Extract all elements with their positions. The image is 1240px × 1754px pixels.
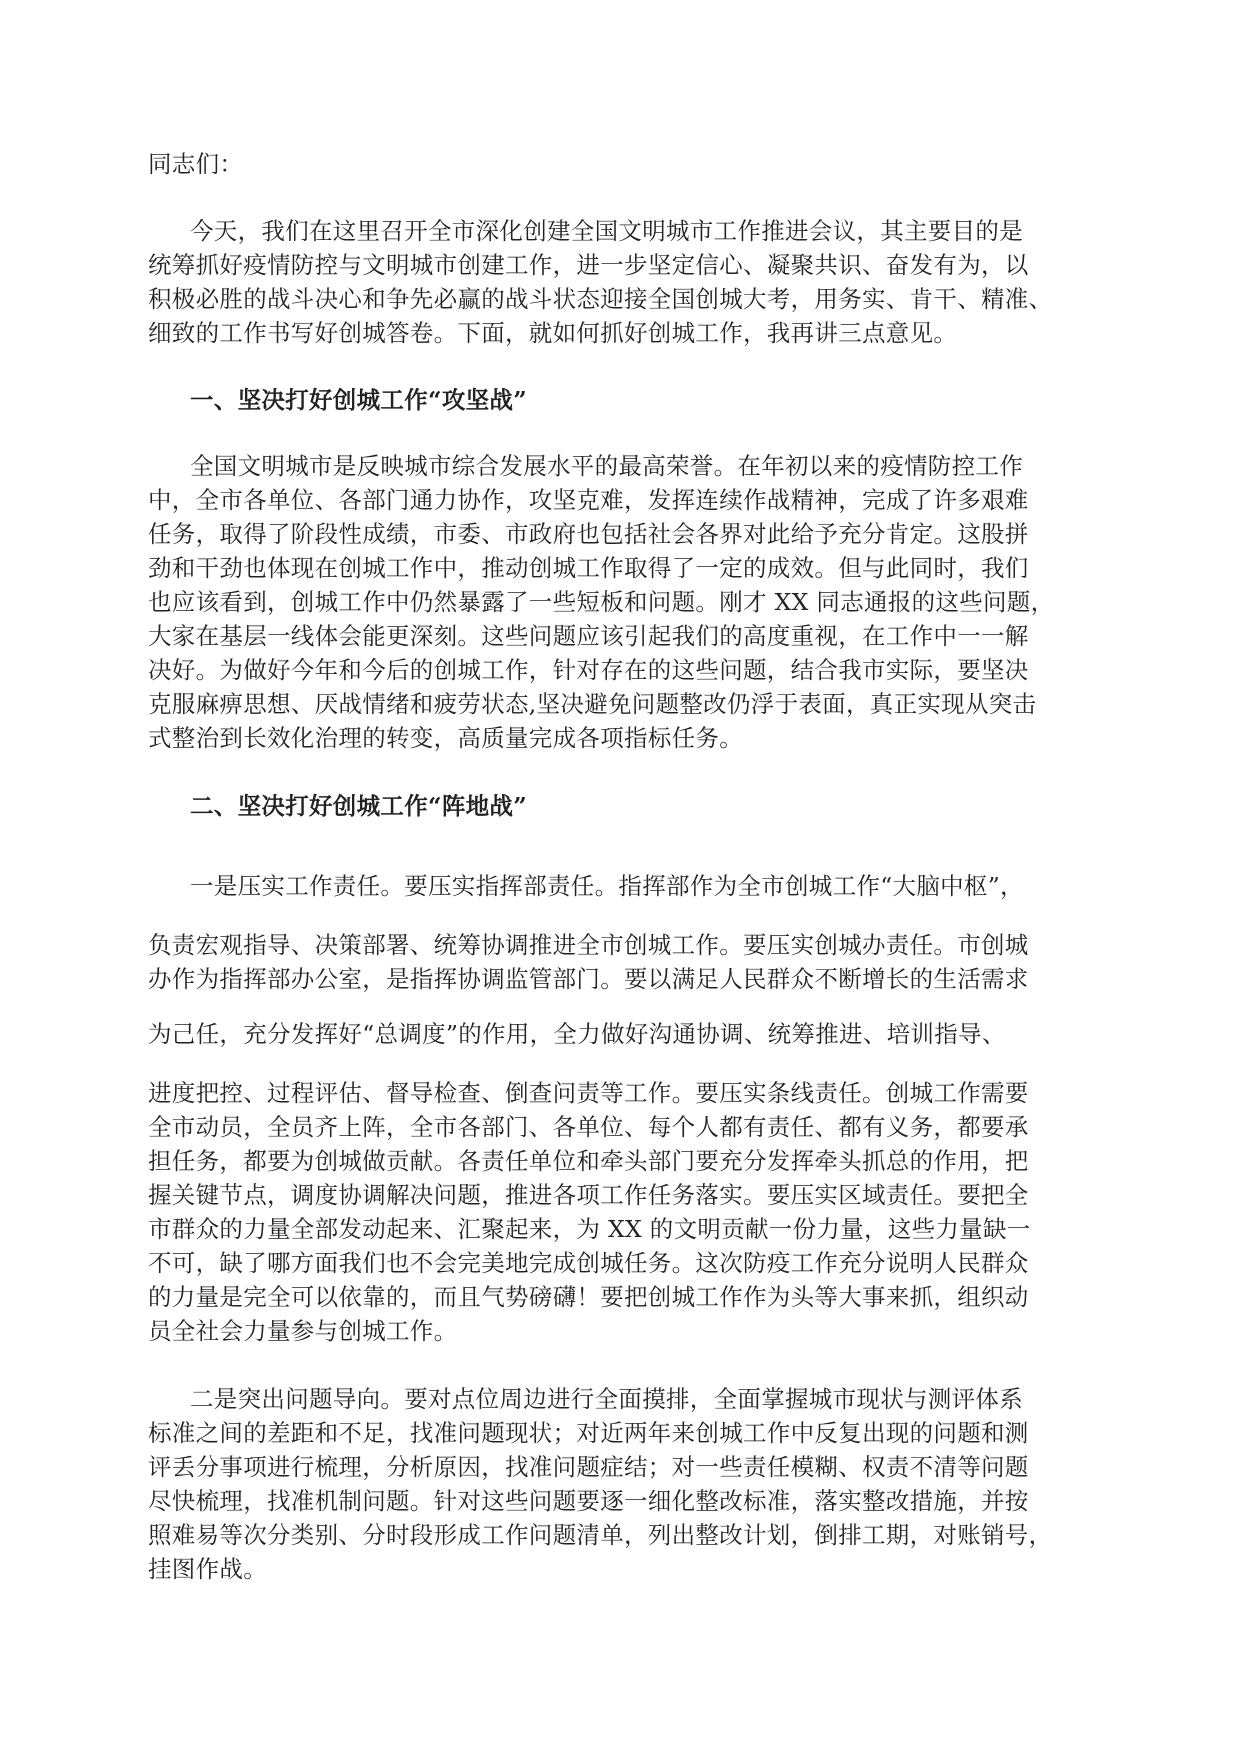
section1-line: 任务，取得了阶段性成绩，市委、市政府也包括社会各界对此给予充分肯定。这股拼 <box>148 520 1029 548</box>
section2-line: 市群众的力量全部发动起来、汇聚起来，为 XX 的文明贡献一份力量，这些力量缺一 <box>148 1215 1031 1243</box>
section2-line: 尽快梳理，找准机制问题。针对这些问题要逐一细化整改标准，落实整改措施，并按 <box>148 1487 1029 1515</box>
section2-line: 照难易等次分类别、分时段形成工作问题清单，列出整改计划，倒排工期，对账销号， <box>148 1521 1053 1549</box>
intro-line: 细致的工作书写好创城答卷。下面，就如何抓好创城工作，我再讲三点意见。 <box>148 319 958 347</box>
section2-line: 负责宏观指导、决策部署、统筹协调推进全市创城工作。要压实创城办责任。市创城 <box>148 931 1029 959</box>
section-heading-2: 二、坚决打好创城工作“阵地战” <box>190 792 528 820</box>
section2-line: 标准之间的差距和不足，找准问题现状；对近两年来创城工作中反复出现的问题和测 <box>148 1419 1029 1447</box>
section2-line: 二是突出问题导向。要对点位周边进行全面摸排，全面掌握城市现状与测评体系 <box>190 1385 1023 1413</box>
section1-line: 决好。为做好今年和今后的创城工作，针对存在的这些问题，结合我市实际，要坚决 <box>148 656 1029 684</box>
section2-line: 挂图作战。 <box>148 1555 267 1583</box>
section2-line: 办作为指挥部办公室，是指挥协调监管部门。要以满足人民群众不断增长的生活需求 <box>148 965 1029 993</box>
salutation: 同志们： <box>148 150 244 178</box>
section1-line: 式整治到长效化治理的转变，高质量完成各项指标任务。 <box>148 724 743 752</box>
section1-line: 劲和干劲也体现在创城工作中，推动创城工作取得了一定的成效。但与此同时，我们 <box>148 554 1029 582</box>
section2-line: 评丢分事项进行梳理，分析原因，找准问题症结；对一些责任模糊、权责不清等问题 <box>148 1453 1029 1481</box>
section1-line: 克服麻痹思想、厌战情绪和疲劳状态,坚决避免问题整改仍浮于表面，真正实现从突击 <box>148 690 1037 718</box>
section-heading-1: 一、坚决打好创城工作“攻坚战” <box>190 386 528 414</box>
section2-line: 为己任，充分发挥好“总调度”的作用，全力做好沟通协调、统筹推进、培训指导、 <box>148 1020 1006 1048</box>
section2-line: 握关键节点，调度协调解决问题，推进各项工作任务落实。要压实区域责任。要把全 <box>148 1181 1029 1209</box>
section1-line: 也应该看到，创城工作中仍然暴露了一些短板和问题。刚才 XX 同志通报的这些问题， <box>148 588 1055 616</box>
section2-line: 全市动员，全员齐上阵，全市各部门、各单位、每个人都有责任、都有义务，都要承 <box>148 1113 1029 1141</box>
intro-line: 今天，我们在这里召开全市深化创建全国文明城市工作推进会议，其主要目的是 <box>190 217 1023 245</box>
section2-line: 员全社会力量参与创城工作。 <box>148 1317 458 1345</box>
intro-line: 统筹抓好疫情防控与文明城市创建工作，进一步坚定信心、凝聚共识、奋发有为，以 <box>148 251 1029 279</box>
section1-line: 全国文明城市是反映城市综合发展水平的最高荣誉。在年初以来的疫情防控工作 <box>190 452 1023 480</box>
intro-line: 积极必胜的战斗决心和争先必赢的战斗状态迎接全国创城大考，用务实、肯干、精准、 <box>148 285 1053 313</box>
section2-line: 进度把控、过程评估、督导检查、倒查问责等工作。要压实条线责任。创城工作需要 <box>148 1079 1029 1107</box>
section1-line: 中，全市各单位、各部门通力协作，攻坚克难，发挥连续作战精神，完成了许多艰难 <box>148 486 1029 514</box>
section2-line: 担任务，都要为创城做贡献。各责任单位和牵头部门要充分发挥牵头抓总的作用，把 <box>148 1147 1029 1175</box>
section2-line: 不可，缺了哪方面我们也不会完美地完成创城任务。这次防疫工作充分说明人民群众 <box>148 1249 1029 1277</box>
section2-line: 的力量是完全可以依靠的，而且气势磅礴！要把创城工作作为头等大事来抓，组织动 <box>148 1283 1029 1311</box>
section1-line: 大家在基层一线体会能更深刻。这些问题应该引起我们的高度重视，在工作中一一解 <box>148 622 1029 650</box>
section2-line: 一是压实工作责任。要压实指挥部责任。指挥部作为全市创城工作“大脑中枢”， <box>190 872 1024 900</box>
